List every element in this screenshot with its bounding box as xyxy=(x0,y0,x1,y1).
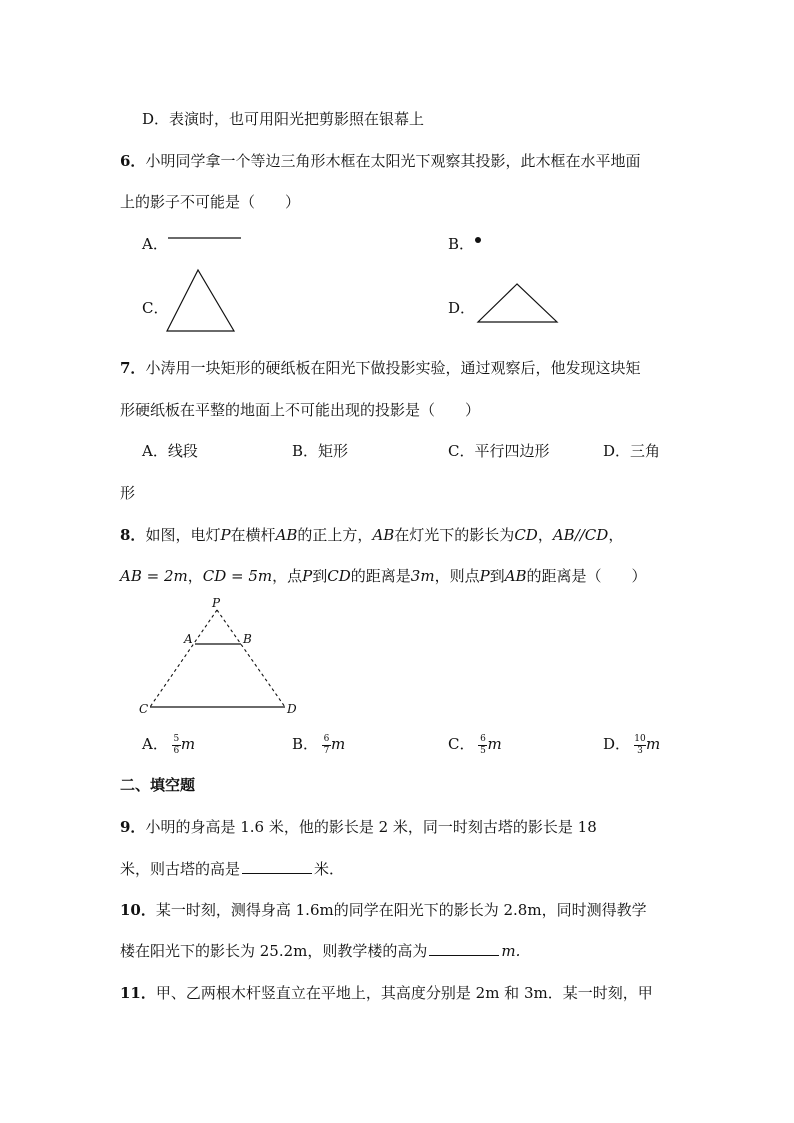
q8-option-b-label: B． xyxy=(292,735,319,753)
q8-option-b xyxy=(292,733,345,756)
q7-option-a-text: 线段 xyxy=(167,442,198,460)
q8-option-a-label: A． xyxy=(142,735,168,753)
q8-option-d-fraction xyxy=(634,735,646,756)
q8-label-c: C xyxy=(139,702,149,716)
q8-t4: AB xyxy=(275,526,298,544)
q8-s7: CD xyxy=(327,567,351,585)
q11-line1 xyxy=(120,982,653,1003)
q8-label-p: P xyxy=(212,596,221,610)
q8-option-d-num: 10 xyxy=(634,733,646,744)
q10-number: 10． xyxy=(120,901,156,919)
q8-s8: 的距离是 xyxy=(350,567,411,585)
q7-option-a-label: A． xyxy=(142,442,168,460)
q8-s5: P xyxy=(302,567,313,585)
q6-option-a-label: A． xyxy=(142,235,168,253)
q11-number: 11． xyxy=(120,984,156,1002)
q8-s10: ，则点 xyxy=(434,567,480,585)
q5-option-d: D．表演时，也可用阳光把剪影照在银幕上 xyxy=(142,110,425,128)
q7-option-c-text: 平行四边形 xyxy=(474,442,550,460)
q8-s11: P xyxy=(479,567,490,585)
section2-title: 二、填空题 xyxy=(120,776,196,794)
q7-option-d-text: 三角 xyxy=(630,442,661,460)
q8-option-a-num: 5 xyxy=(173,733,180,744)
q8-t5: 的正上方， xyxy=(297,526,373,544)
q8-option-d xyxy=(603,733,660,756)
q6-number: 6． xyxy=(120,152,146,170)
q7-number: 7． xyxy=(120,359,146,377)
q8-option-c-num: 6 xyxy=(480,733,486,744)
q10-text2-before: 楼在阳光下的影长为 25.2m，则教学楼的高为 xyxy=(120,942,428,960)
q8-t1: 如图，电灯 xyxy=(145,526,221,544)
q8-t3: 在横杆 xyxy=(230,526,276,544)
q8-label-d: D xyxy=(287,702,297,716)
q8-s1: AB = 2m xyxy=(120,567,188,585)
q8-option-b-num: 6 xyxy=(323,733,330,744)
q8-s9: 3m xyxy=(410,567,435,585)
q8-s3: CD = 5m xyxy=(202,567,273,585)
q8-option-b-unit: m xyxy=(331,735,346,753)
q8-option-a-unit: m xyxy=(180,735,196,753)
q9-text1: 小明的身高是 1.6 米，他的影长是 2 米，同一时刻古塔的影长是 18 xyxy=(145,818,597,836)
q6-stem-text1: 小明同学拿一个等边三角形木框在太阳光下观察其投影，此木框在水平地面 xyxy=(145,152,641,170)
q8-option-c-den: 5 xyxy=(480,745,486,756)
q7-option-c-label: C． xyxy=(448,442,475,460)
q8-option-d-unit: m xyxy=(646,735,661,753)
q8-t6: AB xyxy=(372,526,395,544)
q6-option-b-label: B． xyxy=(448,235,475,253)
q8-t9: ， xyxy=(537,526,553,544)
q7-stem-text1: 小涛用一块矩形的硬纸板在阳光下做投影实验，通过观察后，他发现这块矩 xyxy=(145,359,641,377)
q11-text1: 甲、乙两根木杆竖直立在平地上，其高度分别是 2m 和 3m．某一时刻，甲 xyxy=(155,984,653,1002)
q7-option-b-label: B． xyxy=(292,442,319,460)
q8-ray-pc xyxy=(150,610,217,707)
q8-t10: AB//CD xyxy=(552,526,609,544)
q8-option-a-fraction xyxy=(172,735,181,756)
q8-s2: ， xyxy=(187,567,203,585)
q10-line1 xyxy=(120,899,647,920)
q10-text2-after: m. xyxy=(501,942,521,960)
q8-s13: AB xyxy=(504,567,527,585)
q10-line2 xyxy=(120,940,520,961)
q7-option-b-text: 矩形 xyxy=(318,442,349,460)
q8-option-b-fraction xyxy=(322,735,331,756)
q6-option-c-label: C． xyxy=(142,299,169,317)
q7-option-d-wrap: 形 xyxy=(120,484,136,502)
q8-option-d-label: D． xyxy=(603,735,631,753)
q8-option-c xyxy=(448,733,502,756)
q8-option-d-den: 3 xyxy=(637,745,643,756)
q8-ray-pd xyxy=(217,610,285,707)
q8-option-c-unit: m xyxy=(487,735,502,753)
q8-t7: 在灯光下的影长为 xyxy=(394,526,515,544)
q8-t8: CD xyxy=(514,526,538,544)
q8-option-a xyxy=(142,733,195,756)
q8-label-a: A xyxy=(184,632,193,646)
q8-t2: P xyxy=(220,526,231,544)
q9-text2-after: 米． xyxy=(314,860,345,878)
q8-option-b-den: 7 xyxy=(323,745,330,756)
q8-s6: 到 xyxy=(312,567,328,585)
q8-option-a-den: 6 xyxy=(173,745,180,756)
q7-stem-line2: 形硬纸板在平整的地面上不可能出现的投影是（ ） xyxy=(120,401,481,419)
q6-stem-line2: 上的影子不可能是（ ） xyxy=(120,193,301,211)
q9-line1 xyxy=(120,816,597,837)
q8-s4: ，点 xyxy=(272,567,303,585)
q10-answer-blank[interactable] xyxy=(429,941,499,956)
q8-s14: 的距离是（ ） xyxy=(526,567,647,585)
q9-number: 9． xyxy=(120,818,146,836)
q9-text2-before: 米，则古塔的高是 xyxy=(120,860,241,878)
q8-option-c-label: C． xyxy=(448,735,475,753)
q10-text1: 某一时刻，测得身高 1.6m的同学在阳光下的影长为 2.8m，同时测得教学 xyxy=(155,901,647,919)
q8-s12: 到 xyxy=(489,567,505,585)
q8-t11: ， xyxy=(608,526,624,544)
q6-option-d-label: D． xyxy=(448,299,476,317)
q8-label-b: B xyxy=(243,632,252,646)
q8-number: 8． xyxy=(120,526,146,544)
q7-option-d-label: D． xyxy=(603,442,631,460)
q9-answer-blank[interactable] xyxy=(242,859,312,874)
q9-line2 xyxy=(120,858,344,879)
